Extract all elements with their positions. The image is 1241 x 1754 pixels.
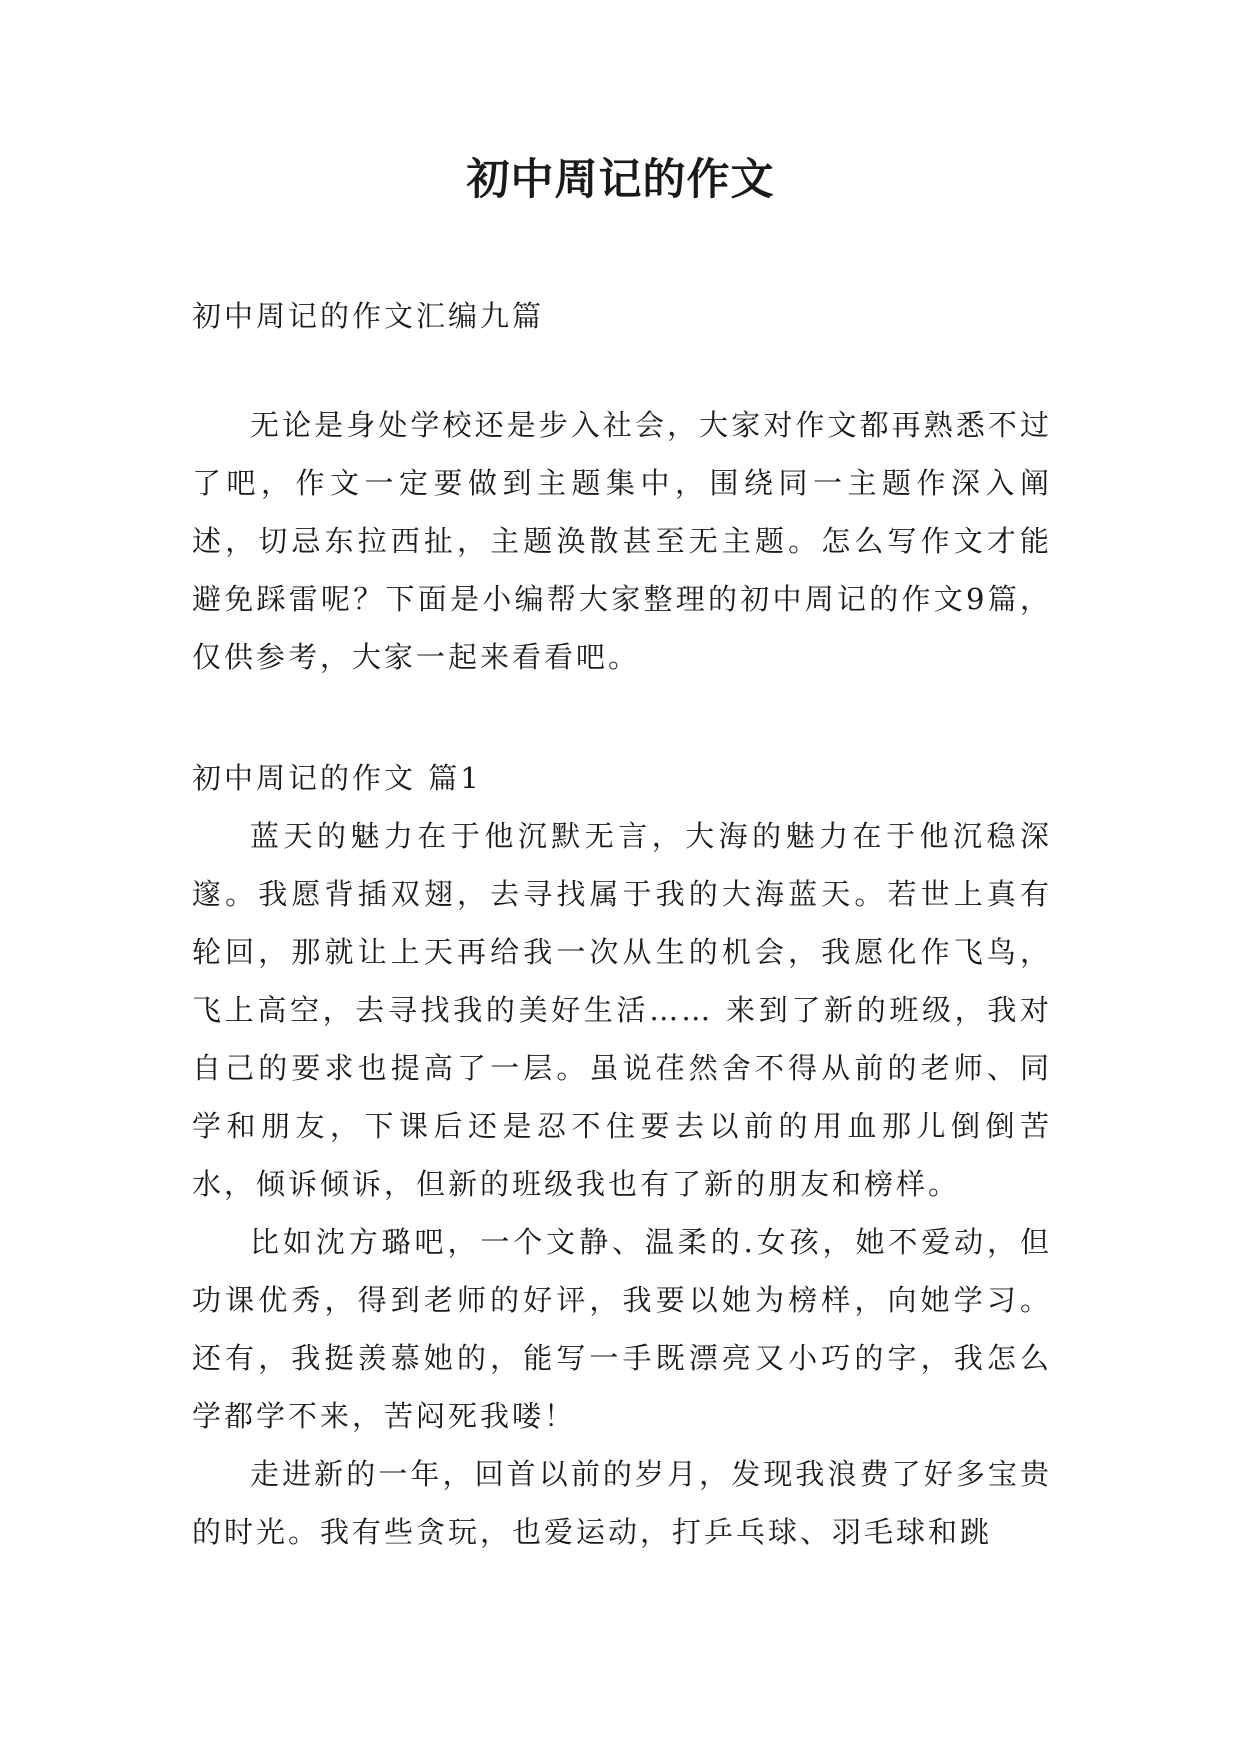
document-subtitle: 初中周记的作文汇编九篇 <box>192 299 545 333</box>
document-body <box>192 287 1052 1561</box>
page-title: 初中周记的作文 <box>466 155 775 205</box>
body-paragraph: 蓝天的魅力在于他沉默无言，大海的魅力在于他沉稳深邃。我愿背插双翅，去寻找属于我的大海蓝天。若世上真有轮回，那就让上天再给我一次从生的机会，我愿化作飞鸟，飞上高空，去寻找我的美好生活…… 来到了新的班级，我对自己的要求也提高了一层。虽说荏然舍不得从前的老师、同学和朋友，下课后还是忍不住要去以前的用血那儿倒倒苦水，倾诉倾诉，但新的班级我也有了新的朋友和榜样。 <box>192 819 1052 1201</box>
section-title: 初中周记的作文 篇1 <box>192 761 482 795</box>
body-paragraph: 走进新的一年，回首以前的岁月，发现我浪费了好多宝贵的时光。我有些贪玩，也爱运动，打乒乓球、羽毛球和跳 <box>192 1457 1052 1549</box>
body-paragraph: 比如沈方璐吧，一个文静、温柔的.女孩，她不爱动，但功课优秀，得到老师的好评，我要以她为榜样，向她学习。还有，我挺羡慕她的，能写一手既漂亮又小巧的字，我怎么学都学不来，苦闷死我喽！ <box>192 1225 1052 1433</box>
intro-paragraph: 无论是身处学校还是步入社会，大家对作文都再熟悉不过了吧，作文一定要做到主题集中，围绕同一主题作深入阐述，切忌东拉西扯，主题涣散甚至无主题。怎么写作文才能避免踩雷呢？下面是小编帮大家整理的初中周记的作文9篇，仅供参考，大家一起来看看吧。 <box>192 408 1052 674</box>
